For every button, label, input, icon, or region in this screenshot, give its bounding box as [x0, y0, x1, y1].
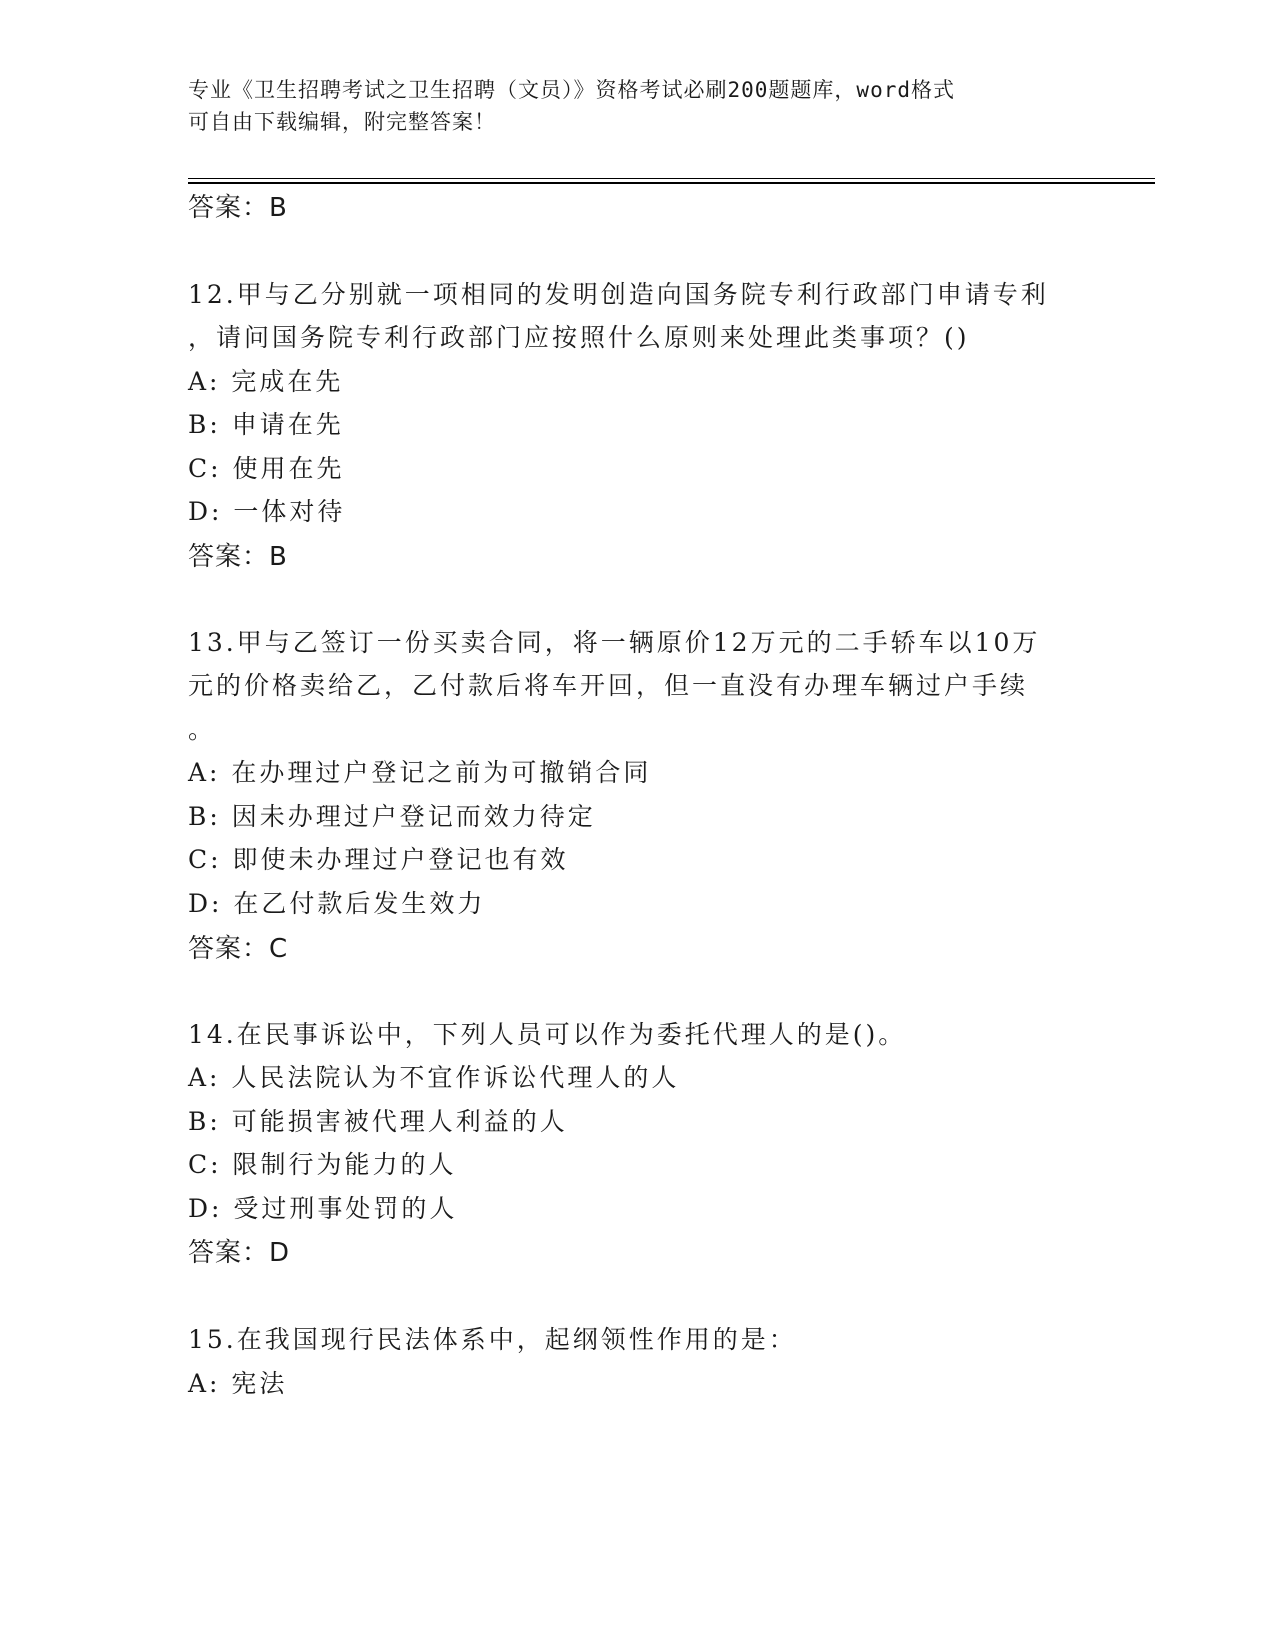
- option-d: D: 在乙付款后发生效力: [188, 889, 486, 918]
- question-stem-line: 元的价格卖给乙，乙付款后将车开回，但一直没有办理车辆过户手续: [188, 671, 1029, 700]
- option-a: A: 宪法: [188, 1369, 288, 1398]
- answer-label: 答案：C: [188, 934, 289, 964]
- option-a: A: 完成在先: [188, 367, 344, 396]
- option-b: B: 可能损害被代理人利益的人: [188, 1107, 568, 1136]
- header-line-2: 可自由下载编辑，附完整答案！: [188, 110, 496, 134]
- question-stem-line: 12.甲与乙分别就一项相同的发明创造向国务院专利行政部门申请专利: [188, 280, 1049, 309]
- question-stem-line: ，请问国务院专利行政部门应按照什么原则来处理此类事项？(): [188, 323, 970, 352]
- option-c: C: 即使未办理过户登记也有效: [188, 845, 569, 874]
- option-b: B: 申请在先: [188, 410, 344, 439]
- option-b: B: 因未办理过户登记而效力待定: [188, 802, 596, 831]
- option-a: A: 在办理过户登记之前为可撤销合同: [188, 758, 652, 787]
- header-divider-thick: [188, 182, 1155, 184]
- header-line-1: 专业《卫生招聘考试之卫生招聘（文员）》资格考试必刷200题题库，word格式: [188, 78, 955, 102]
- option-c: C: 使用在先: [188, 454, 345, 483]
- page-header: [188, 74, 1088, 138]
- answer-label: 答案：B: [188, 542, 288, 572]
- question-stem-line: 15.在我国现行民法体系中，起纲领性作用的是：: [188, 1325, 797, 1354]
- option-a: A: 人民法院认为不宜作诉讼代理人的人: [188, 1063, 680, 1092]
- previous-answer: 答案：B: [188, 193, 288, 223]
- header-divider-thin: [188, 178, 1155, 179]
- question-stem-line: 13.甲与乙签订一份买卖合同，将一辆原价12万元的二手轿车以10万: [188, 628, 1041, 657]
- option-c: C: 限制行为能力的人: [188, 1150, 457, 1179]
- answer-label: 答案：D: [188, 1238, 291, 1268]
- option-d: D: 一体对待: [188, 497, 346, 526]
- question-stem-line: 14.在民事诉讼中，下列人员可以作为委托代理人的是()。: [188, 1020, 907, 1049]
- question-stem-line: 。: [188, 715, 217, 744]
- option-d: D: 受过刑事处罚的人: [188, 1194, 458, 1223]
